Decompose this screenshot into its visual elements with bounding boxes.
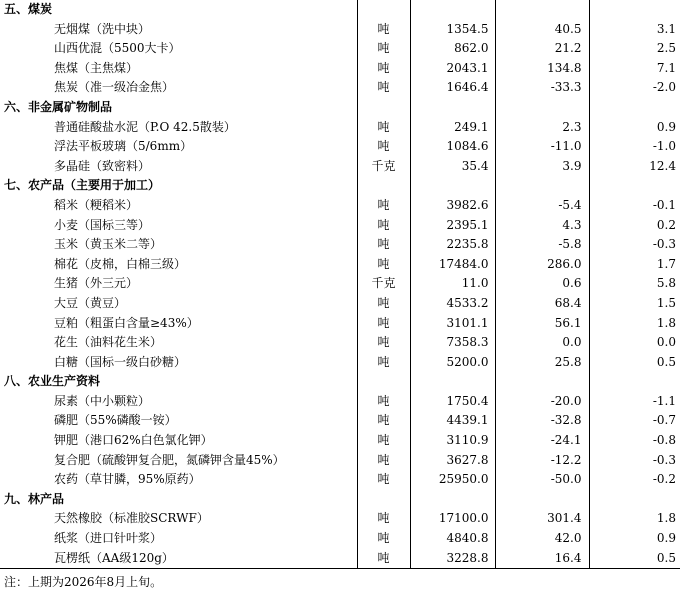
price-cell: 1750.4 (410, 392, 495, 412)
product-name: 生猪（外三元） (0, 274, 357, 294)
product-name: 焦煤（主焦煤） (0, 59, 357, 79)
table-row (0, 59, 680, 79)
change-cell: 0.0 (495, 333, 589, 353)
percent-cell: 0.2 (656, 217, 676, 232)
price-cell: 2395.1 (410, 216, 495, 236)
unit-cell: 吨 (357, 470, 410, 490)
section-title: 七、农产品（主要用于加工） (0, 176, 357, 196)
change-cell: -11.0 (495, 137, 589, 157)
section-title: 九、林产品 (0, 490, 357, 510)
product-name: 天然橡胶（标准胶SCRWF） (0, 509, 357, 529)
section-title: 六、非金属矿物制品 (0, 98, 357, 118)
change-cell: -5.4 (495, 196, 589, 216)
table-row (0, 529, 680, 549)
percent-cell: -0.8 (652, 433, 676, 448)
section-row (0, 372, 680, 392)
unit-cell: 吨 (357, 294, 410, 314)
product-name: 复合肥（硫酸钾复合肥，氮磷钾含量45%） (0, 451, 357, 471)
unit-cell: 吨 (357, 431, 410, 451)
price-cell: 3228.8 (410, 549, 495, 569)
table-row (0, 157, 680, 177)
price-cell: 2043.1 (410, 59, 495, 79)
table-row (0, 392, 680, 412)
change-cell: 42.0 (495, 529, 589, 549)
unit-cell: 吨 (357, 314, 410, 334)
percent-cell: 0.9 (656, 119, 676, 134)
change-cell: 25.8 (495, 353, 589, 373)
change-cell: 301.4 (495, 509, 589, 529)
section-row (0, 490, 680, 510)
table-row (0, 470, 680, 490)
price-cell: 3627.8 (410, 451, 495, 471)
unit-cell: 吨 (357, 137, 410, 157)
price-cell: 4840.8 (410, 529, 495, 549)
change-cell: 3.9 (495, 157, 589, 177)
change-cell: 56.1 (495, 314, 589, 334)
change-cell: 2.3 (495, 118, 589, 138)
product-name: 大豆（黄豆） (0, 294, 357, 314)
unit-cell: 吨 (357, 509, 410, 529)
price-cell: 25950.0 (410, 470, 495, 490)
change-cell: -50.0 (495, 470, 589, 490)
percent-cell: 1.8 (656, 511, 676, 526)
price-cell: 7358.3 (410, 333, 495, 353)
price-cell: 862.0 (410, 39, 495, 59)
percent-cell: -1.0 (652, 139, 676, 154)
product-name: 磷肥（55%磷酸一铵） (0, 411, 357, 431)
unit-cell: 吨 (357, 392, 410, 412)
table-row (0, 118, 680, 138)
change-cell (495, 490, 589, 510)
unit-cell: 吨 (357, 216, 410, 236)
price-cell (410, 372, 495, 392)
percent-cell (589, 0, 680, 20)
price-cell: 1084.6 (410, 137, 495, 157)
price-cell: 1354.5 (410, 20, 495, 40)
unit-cell: 千克 (357, 157, 410, 177)
change-cell: -32.8 (495, 411, 589, 431)
unit-cell (357, 0, 410, 20)
percent-cell: 0.5 (656, 354, 676, 369)
table-row (0, 509, 680, 529)
change-cell: 134.8 (495, 59, 589, 79)
price-cell: 3982.6 (410, 196, 495, 216)
percent-cell: 0.5 (589, 549, 680, 569)
price-cell: 2235.8 (410, 235, 495, 255)
percent-cell (589, 98, 680, 118)
table-row (0, 235, 680, 255)
price-cell: 5200.0 (410, 353, 495, 373)
table-row (0, 411, 680, 431)
percent-cell: -0.3 (652, 237, 676, 252)
product-name: 玉米（黄玉米二等） (0, 235, 357, 255)
percent-cell (589, 490, 680, 510)
percent-cell: 7.1 (656, 60, 676, 75)
percent-cell: -0.2 (652, 472, 676, 487)
table-row (0, 549, 680, 569)
unit-cell: 吨 (357, 353, 410, 373)
percent-cell: 0.9 (656, 531, 676, 546)
product-name: 无烟煤（洗中块） (0, 20, 357, 40)
change-cell: -33.3 (495, 78, 589, 98)
product-name: 浮法平板玻璃（5/6mm） (0, 137, 357, 157)
price-cell: 11.0 (410, 274, 495, 294)
product-name: 瓦楞纸（AA级120g） (0, 549, 357, 569)
percent-cell: 1.8 (656, 315, 676, 330)
percent-cell (589, 372, 680, 392)
change-cell: 21.2 (495, 39, 589, 59)
unit-cell: 吨 (357, 78, 410, 98)
price-cell: 17100.0 (410, 509, 495, 529)
change-cell: 286.0 (495, 255, 589, 275)
change-cell: 0.6 (495, 274, 589, 294)
price-cell (410, 490, 495, 510)
price-cell (410, 98, 495, 118)
table-row (0, 314, 680, 334)
percent-cell: -2.0 (652, 80, 676, 95)
change-cell: 4.3 (495, 216, 589, 236)
percent-cell: -0.1 (652, 197, 676, 212)
change-cell: -12.2 (495, 451, 589, 471)
price-cell (410, 0, 495, 20)
product-name: 稻米（粳稻米） (0, 196, 357, 216)
percent-cell: -0.7 (652, 413, 676, 428)
percent-cell: 3.1 (656, 21, 676, 36)
price-cell: 3101.1 (410, 314, 495, 334)
product-name: 小麦（国标三等） (0, 216, 357, 236)
unit-cell (357, 98, 410, 118)
percent-cell: 0.0 (656, 335, 676, 350)
change-cell (495, 0, 589, 20)
unit-cell: 吨 (357, 196, 410, 216)
product-name: 农药（草甘膦，95%原药） (0, 470, 357, 490)
change-cell (495, 98, 589, 118)
change-cell: -20.0 (495, 392, 589, 412)
unit-cell: 吨 (357, 39, 410, 59)
price-cell: 1646.4 (410, 78, 495, 98)
price-cell: 35.4 (410, 157, 495, 177)
unit-cell: 吨 (357, 255, 410, 275)
unit-cell: 千克 (357, 274, 410, 294)
change-cell: 16.4 (495, 549, 589, 569)
change-cell (495, 372, 589, 392)
product-name: 钾肥（港口62%白色氯化钾） (0, 431, 357, 451)
product-name: 豆粕（粗蛋白含量≥43%） (0, 314, 357, 334)
table-row (0, 255, 680, 275)
unit-cell (357, 372, 410, 392)
change-cell (495, 176, 589, 196)
unit-cell: 吨 (357, 333, 410, 353)
table-row (0, 216, 680, 236)
product-name: 焦炭（准一级冶金焦） (0, 78, 357, 98)
unit-cell: 吨 (357, 411, 410, 431)
price-cell: 3110.9 (410, 431, 495, 451)
product-name: 尿素（中小颗粒） (0, 392, 357, 412)
table-row (0, 294, 680, 314)
price-cell: 4533.2 (410, 294, 495, 314)
unit-cell: 吨 (357, 20, 410, 40)
section-row (0, 176, 680, 196)
table-row (0, 39, 680, 59)
percent-cell (589, 176, 680, 196)
percent-cell: -1.1 (652, 393, 676, 408)
unit-cell: 吨 (357, 549, 410, 569)
percent-cell: 12.4 (649, 158, 676, 173)
section-title: 八、农业生产资料 (0, 372, 357, 392)
product-name: 纸浆（进口针叶浆） (0, 529, 357, 549)
table-row (0, 78, 680, 98)
product-name: 多晶硅（致密料） (0, 157, 357, 177)
product-name: 棉花（皮棉，白棉三级） (0, 255, 357, 275)
table-row (0, 353, 680, 373)
percent-cell: 1.5 (656, 295, 676, 310)
section-row (0, 0, 680, 20)
unit-cell: 吨 (357, 235, 410, 255)
price-cell: 249.1 (410, 118, 495, 138)
unit-cell (357, 490, 410, 510)
table-row (0, 333, 680, 353)
unit-cell: 吨 (357, 118, 410, 138)
table-row (0, 196, 680, 216)
percent-cell: 5.8 (656, 276, 676, 291)
change-cell: -24.1 (495, 431, 589, 451)
footnote: 注：上期为2026年8月上旬。 (4, 575, 163, 589)
unit-cell: 吨 (357, 451, 410, 471)
product-name: 普通硅酸盐水泥（P.O 42.5散装） (0, 118, 357, 138)
section-title: 五、煤炭 (0, 0, 357, 20)
price-cell: 4439.1 (410, 411, 495, 431)
change-cell: -5.8 (495, 235, 589, 255)
percent-cell: 1.7 (656, 256, 676, 271)
price-cell (410, 176, 495, 196)
change-cell: 40.5 (495, 20, 589, 40)
unit-cell (357, 176, 410, 196)
table-row (0, 137, 680, 157)
product-name: 山西优混（5500大卡） (0, 39, 357, 59)
table-row (0, 451, 680, 471)
unit-cell: 吨 (357, 529, 410, 549)
section-row (0, 98, 680, 118)
product-name: 花生（油料花生米） (0, 333, 357, 353)
product-name: 白糖（国标一级白砂糖） (0, 353, 357, 373)
percent-cell: 2.5 (656, 41, 676, 56)
table-row (0, 274, 680, 294)
unit-cell: 吨 (357, 59, 410, 79)
change-cell: 68.4 (495, 294, 589, 314)
price-cell: 17484.0 (410, 255, 495, 275)
table-row (0, 431, 680, 451)
percent-cell: -0.3 (652, 452, 676, 467)
table-row (0, 20, 680, 40)
